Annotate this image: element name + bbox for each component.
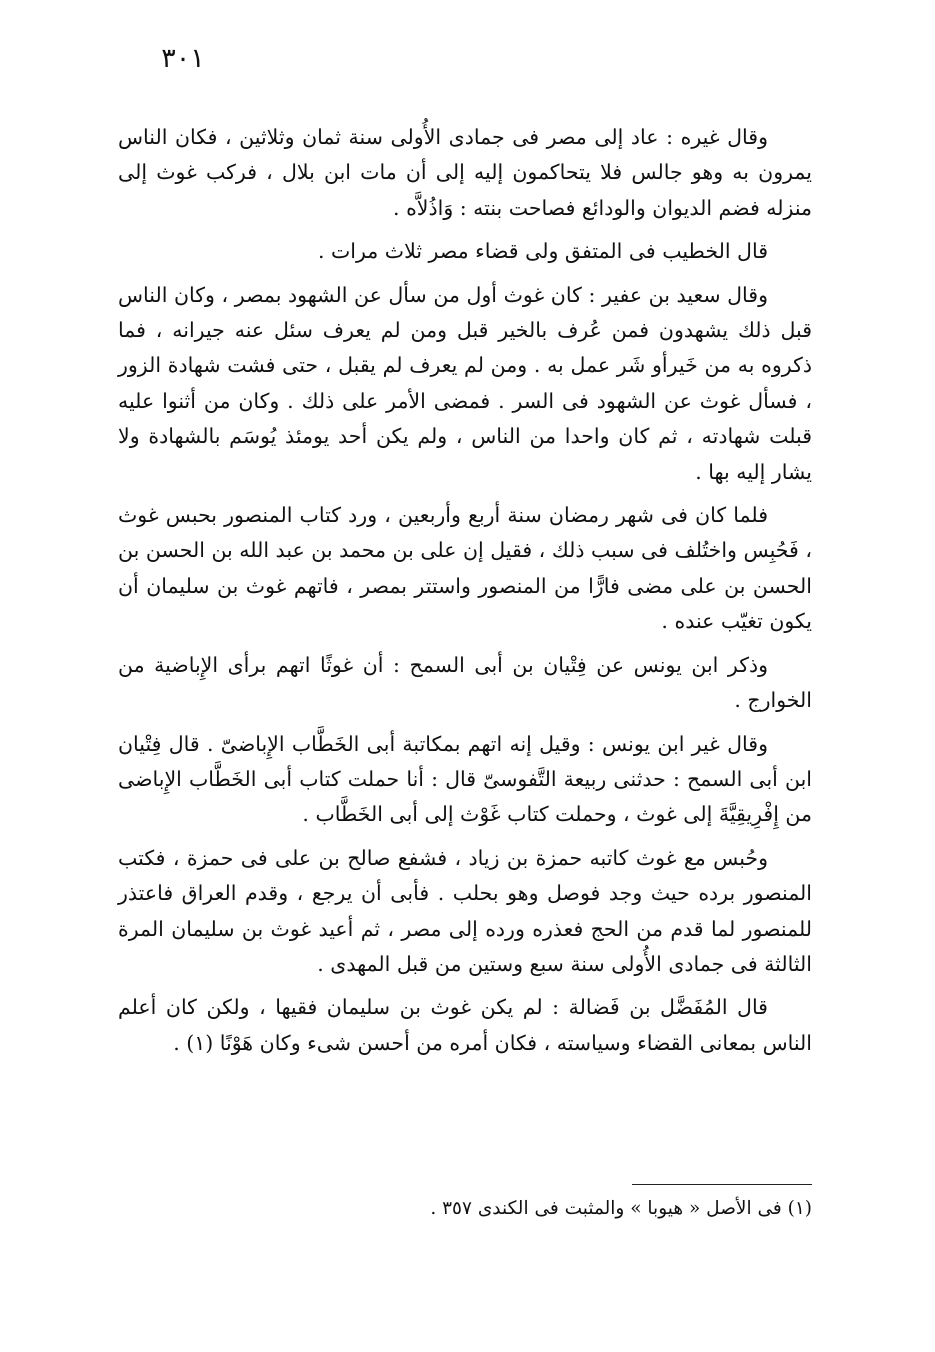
paragraph: وحُبس مع غوث كاتبه حمزة بن زياد ، فشفع صالح بن على فى حمزة ، فكتب المنصور برده حيث وجد فوصل وهو بحلب . فأبى أن يرجع ، وقدم العراق فاعتذر للمنصور لما قدم من الحج فعذره ورده إلى مصر ، ثم أعيد غوث بن سليمان المرة الثالثة فى جمادى الأُولى سنة سبع وستين من قبل المهدى . [118, 845, 812, 976]
paragraph: وقال سعيد بن عفير : كان غوث أول من سأل عن الشهود بمصر ، وكان الناس قبل ذلك يشهدون فمن عُرف بالخير قبل ومن لم يعرف سئل عنه جيرانه ، فما ذكروه به من خَيرأو شَر عمل به . ومن لم يعرف لم يقبل ، حتى فشت شهادة الزور ، فسأل غوث عن الشهود فى السر . فمضى الأمر على ذلك . وكان من أثنوا عليه قبلت شهادته ، ثم كان واحدا من الناس ، ولم يكن أحد يومئذ يُوسَم بالشهادة ولا يشار إليه بها . [118, 282, 812, 484]
paragraph: وذكر ابن يونس عن فِتْيان بن أبى السمح : أن غوثًا اتهم برأى الإِباضية من الخوارج . [118, 652, 812, 713]
footnote: (١) فى الأصل « هيوبا » والمثبت فى الكندى ٣٥٧ . [430, 1198, 812, 1219]
paragraph: فلما كان فى شهر رمضان سنة أربع وأربعين ، ورد كتاب المنصور بحبس غوث ، فَحُبِس واختُلف فى سبب ذلك ، فقيل إن على بن محمد بن عبد الله بن الحسن بن الحسن بن على مضى فارًّا من المنصور واستتر بمصر ، فاتهم غوث بن سليمان أن يكون تغيّب عنده . [118, 503, 812, 634]
paragraph: وقال غير ابن يونس : وقيل إنه اتهم بمكاتبة أبى الخَطَّاب الإِباضىّ . قال فِتْيان ابن أبى السمح : حدثنى ربيعة التَّفوسىّ قال : أنا حملت كتاب أبى الخَطَّاب الإِباضى من إِفْرِيقِيَّةَ إلى غوث ، وحملت كتاب غَوْث إلى أبى الخَطَّاب . [118, 731, 812, 827]
paragraph: قال المُفَضَّل بن فَضالة : لم يكن غوث بن سليمان فقيها ، ولكن كان أعلم الناس بمعانى القضاء وسياسته ، فكان أمره من أحسن شىء وكان هَوْنًا (١) . [118, 995, 812, 1055]
paragraph: قال الخطيب فى المتفق ولى قضاء مصر ثلاث مرات . [317, 239, 768, 264]
paragraph: وقال غيره : عاد إلى مصر فى جمادى الأُولى سنة ثمان وثلاثين ، فكان الناس يمرون به وهو جالس فلا يتحاكمون إليه إلى أن مات ابن بلال ، فركب غوث إلى منزله فضم الديوان والودائع فصاحت بنته : وَاذُلاَّه . [118, 125, 812, 220]
footnote-separator [632, 1184, 812, 1185]
page-number: ٣٠١ [161, 43, 205, 74]
main-text [118, 120, 812, 1069]
